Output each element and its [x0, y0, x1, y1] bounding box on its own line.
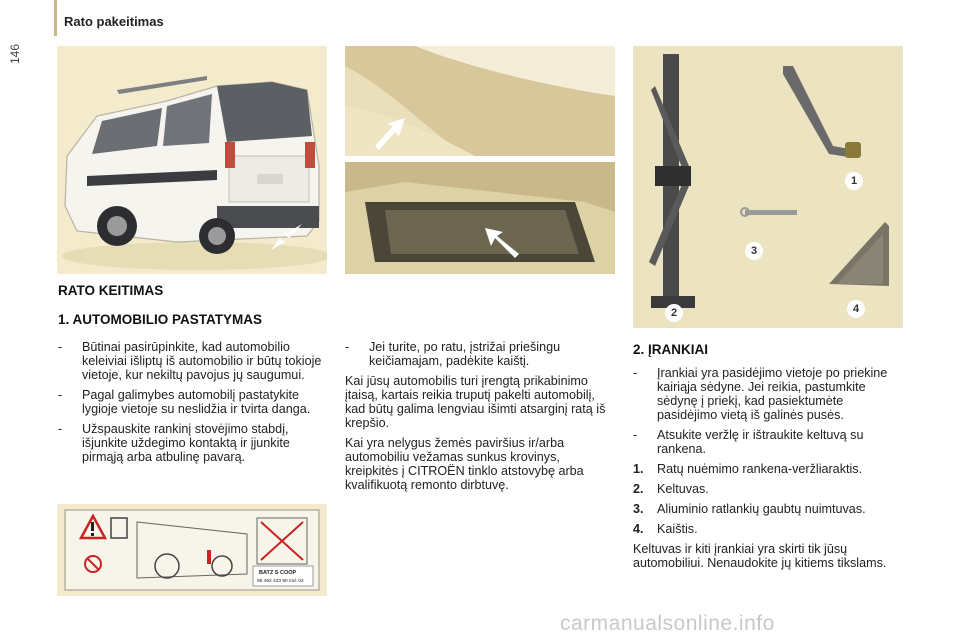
- label-maker: BATZ S COOP: [259, 570, 297, 576]
- storage-illustration: [345, 162, 615, 274]
- callout-1: 1: [845, 172, 863, 190]
- paragraph-uneven-ground: Kai yra nelygus žemės paviršius ir/arba automobiliu vežamas sunkus krovinys, kreipkitės į CITROËN tinklo atstovybę arba kvalifikuotą remonto dirbtuvę.: [345, 436, 584, 492]
- van-illustration: [57, 46, 327, 274]
- section-2-title: 2. ĮRANKIAI: [633, 342, 709, 357]
- tool-item-2: 2. Keltuvas.: [633, 482, 709, 496]
- list-item: - Jei turite, po ratu, įstrižai priešingu keičiamajam, padėkite kaištį.: [345, 340, 561, 368]
- main-title: RATO KEITIMAS: [58, 283, 164, 298]
- seat-drawing: [345, 46, 615, 156]
- van-drawing: [57, 46, 327, 274]
- callout-3: 3: [745, 242, 763, 260]
- list-item: - Įrankiai yra pasidėjimo vietoje po priekine kairiąja sėdyne. Jei reikia, pastumkite sėdynę į priekį, kad pasiektumėte pasidėjimo vietą iš galinės pusės.: [633, 366, 888, 422]
- warning-label-illustration: [57, 504, 327, 596]
- tool-item-3: 3. Aliuminio ratlankių gaubtų nuimtuvas.: [633, 502, 866, 516]
- list-item: - Pagal galimybes automobilį pastatykite lygioje vietoje su neslidžia ir tvirta danga.: [58, 388, 311, 416]
- tools-note: Keltuvas ir kiti įrankiai yra skirti tik jūsų automobiliui. Nenaudokite jų kitiems tikslams.: [633, 542, 887, 570]
- list-item: - Būtinai pasirūpinkite, kad automobilio keleiviai išliptų iš automobilio ir būtų tokioje vietoje, kur nekiltų pavojus jų saugumui.: [58, 340, 322, 382]
- storage-drawing: [345, 162, 615, 274]
- margin-accent-line: [54, 0, 57, 36]
- tool-item-4: 4. Kaištis.: [633, 522, 698, 536]
- left-instructions: [58, 340, 328, 470]
- section-title: Rato pakeitimas: [64, 14, 164, 29]
- label-code: 96 492 433 80 Ind. 02: [257, 579, 304, 584]
- page-number: 146: [8, 43, 22, 64]
- seat-illustration: [345, 46, 615, 156]
- section-1-title: 1. AUTOMOBILIO PASTATYMAS: [58, 312, 263, 327]
- list-item: - Atsukite veržlę ir ištraukite keltuvą su rankena.: [633, 428, 864, 456]
- callout-4: 4: [847, 300, 865, 318]
- tool-item-1: 1. Ratų nuėmimo rankena-veržliaraktis.: [633, 462, 863, 476]
- tools-illustration: [633, 46, 903, 328]
- tools-drawing: [633, 46, 903, 328]
- middle-instructions: [345, 340, 615, 492]
- list-item: - Užspauskite rankinį stovėjimo stabdį, išjunkite uždegimo kontaktą ir įjunkite pirmąją arba atbulinę pavarą.: [58, 422, 290, 464]
- watermark: carmanualsonline.info: [560, 612, 775, 635]
- callout-2: 2: [665, 304, 683, 322]
- paragraph-tow-hitch: Kai jūsų automobilis turi įrengtą prikabinimo įtaisą, kartais reikia truputį pakelti automobilį, kad būtų galima lengviau išimti atsarginį ratą iš krepšio.: [345, 374, 606, 430]
- tools-instructions: [633, 366, 903, 570]
